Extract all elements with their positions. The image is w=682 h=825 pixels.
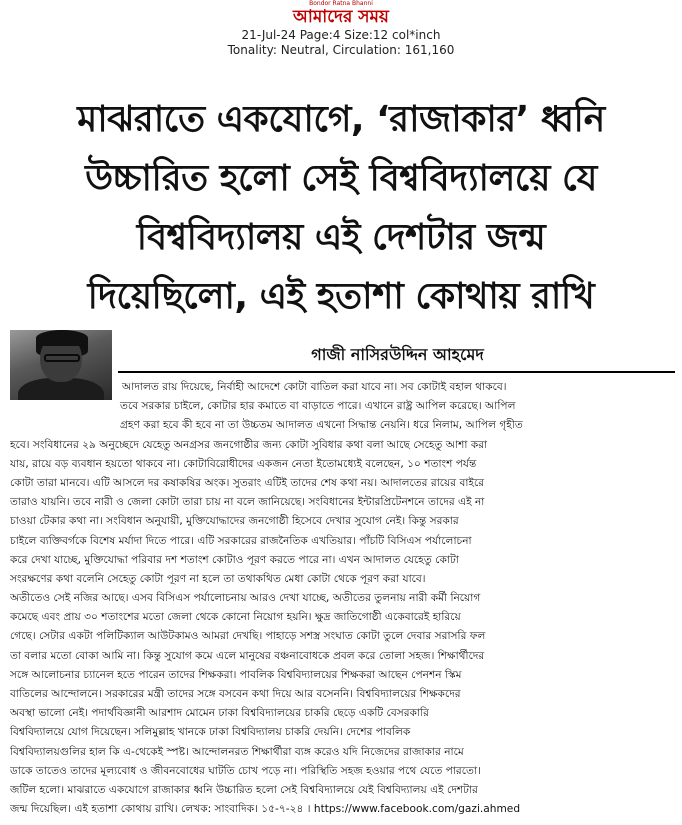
byline-divider [118,371,675,373]
logo-tagline: Bondor Ratna Bhanni [309,0,373,7]
body-line: চাইলে ব্যক্তিবর্গকে বিশেষ মর্যাদা দিতে পারে। এটি সরকারের রাজনৈতিক এখতিয়ার। পাঁচটি বিসিএস পর্যালোচনা [10,534,472,547]
body-line: সঙ্গে আলোচনার চ্যানেল হতে পারেন তাদের শিক্ষকরা। পাবলিক বিশ্ববিদ্যালয়ের শিক্ষকরা আছেন পেনশন স্কিম [10,668,462,681]
body-line: করে দেখা যাচ্ছে, মুক্তিযোদ্ধা পরিবার দশ শতাংশ কোটাও পূরণ করতে পারে না। এখন আদালত যেহেতু কোটা [10,553,459,566]
body-line: সংরক্ষণের কথা বলেনি সেহেতু কোটা পূরণ না হলে তা তথাকথিত মেধা কোটা থেকে পূরণ করা যাবে। [10,572,426,585]
body-line: তবে সরকার চাইলে, কোটার হার কমাতে বা বাড়াতে পারে। এখানে রাষ্ট্র আপিল করেছে। আপিল [120,400,516,413]
body-line: কমেছে এবং প্রায় ৩০ শতাংশের মতো জেলা থেকে কোনো নিয়োগ হয়নি। ক্ষুদ্র জাতিগোষ্ঠী একেবারেই হারিয়ে [10,611,461,624]
body-line: বিশ্ববিদ্যালয়ে যোগ দিয়েছেন। সলিমুল্লাহ খানকে ঢাকা বিশ্ববিদ্যালয় চাকরি দেয়নি। দেশের পাবলিক [10,726,411,739]
article-headline [36,90,646,326]
newspaper-logo [293,2,389,28]
body-line: ডাকে তাতেও তাদের মূল্যবোধ ও জীবনবোধের ঘাটতি চোখ পড়ে না। পরিস্থিতি সহজ হওয়ার পথে যেতে পারতো। [10,764,481,777]
body-line: জটিল হলো। মাঝরাতে একযোগে রাজাকার ধ্বনি উচ্চারিত হলো সেই বিশ্ববিদ্যালয়ে যেই বিশ্ববিদ্যালয় এই দেশটার [10,783,478,796]
clipping-meta-date: 21-Jul-24 Page:4 Size:12 col*inch [241,28,441,42]
body-line: যায়, রায়ে বড় ব্যবধান হয়তো থাকবে না। কোটাবিরোধীদের একজন নেতা ইতোমধ্যেই বলেছেন, ১০ শতাংশ পর্যন্ত [10,457,477,470]
body-line: বাতিলের আন্দোলনে। সরকারের মন্ত্রী তাদের সঙ্গে বসবেন কথা দিয়ে আর বসেননি। বিশ্ববিদ্যালয়ের শিক্ষকদের [10,688,461,700]
headline-line: দিয়েছিলো, এই হতাশা কোথায় রাখি [87,276,595,317]
logo-text: আমাদের সময় [293,7,389,27]
headline-line: উচ্চারিত হলো সেই বিশ্ববিদ্যালয়ে যে [85,158,597,199]
masthead [0,2,682,58]
body-line: গেছে। সেটার একটা পলিটিক্যাল আউটকামও আমরা দেখছি। পাহাড়ে সশস্ত্র সংঘাত কোটা তুলে দেবার সরাসরি ফল [10,630,486,643]
body-line: অতীতেও সেই নজির আছে। এসব বিসিএস পর্যালোচনায় আরও দেখা যাচ্ছে, অতীতের তুলনায় নারী কর্মী নিয়োগ [10,592,481,605]
body-line: চাওয়া টেকার কথা না। সংবিধান অনুযায়ী, মুক্তিযোদ্ধাদের জনগোষ্ঠী হিসেবে দেখার সুযোগ নেই। কিন্তু সরকার [10,515,459,528]
body-line: তা বলার মতো বোকা আমি না। কিন্তু সুযোগ কমে এলে মানুষের বঞ্চনাবোধকে প্রবল করে তোলা সহজ। শিক্ষার্থীদের [10,649,485,662]
body-line: গ্রহণ করা হবে কী হবে না তা উচ্চতম আদালত এখনো সিদ্ধান্ত নেয়নি। ধরে নিলাম, আপিল গৃহীত [120,419,523,432]
body-line: আদালত রায় দিয়েছে, নির্বাহী আদেশে কোটা বাতিল করা যাবে না। সব কোটাই বহাল থাকবে। [122,381,507,393]
clipping-meta-tonality: Tonality: Neutral, Circulation: 161,160 [227,43,455,57]
headline-line: বিশ্ববিদ্যালয় এই দেশটার জন্ম [136,217,546,258]
article-body [10,378,678,819]
body-line: বিশ্ববিদ্যালয়গুলির হাল কি এ-থেকেই স্পষ্ট। আন্দোলনরত শিক্ষার্থীরা ব্যঙ্গ করেও যদি নিজেদের রাজাকার নামে [10,745,464,758]
body-line: তারাও যায়নি। তবে নারী ও জেলা কোটা তারা চায় না বলে জানিয়েছে। সংবিধানের ইন্টারপ্রিটেনশনে তাদের এই না [10,496,485,509]
body-line: অবস্থা ভালো নেই। পদার্থবিজ্ঞানী আরশাদ মোমেন ঢাকা বিশ্ববিদ্যালয়ের চাকরি ছেড়ে একটি বেসরকারি [10,707,429,720]
author-byline: গাজী নাসিরউদ্দিন আহমেদ [311,345,484,364]
body-line: কোটা তারা মানবে। এটি আসলে দর কষাকষির অংক। সুতরাং এটিই তাদের শেষ কথা নয়। আদালতের রায়ের বাইরে [10,476,485,489]
headline-line: মাঝরাতে একযোগে, ‘রাজাকার’ ধ্বনি [77,99,605,140]
body-line: হবে। সংবিধানের ২৯ অনুচ্ছেদে যেহেতু অনগ্রসর জনগোষ্ঠীর জন্য কোটা সুবিধার কথা বলা আছে সেহেতু আশা করা [10,438,488,451]
body-line: জন্ম দিয়েছিল। এই হতাশা কোথায় রাখি। লেখক: সাংবাদিক। ১৫-৭-২৪ । https://www.facebook.com/gazi.ahmed [10,803,521,816]
